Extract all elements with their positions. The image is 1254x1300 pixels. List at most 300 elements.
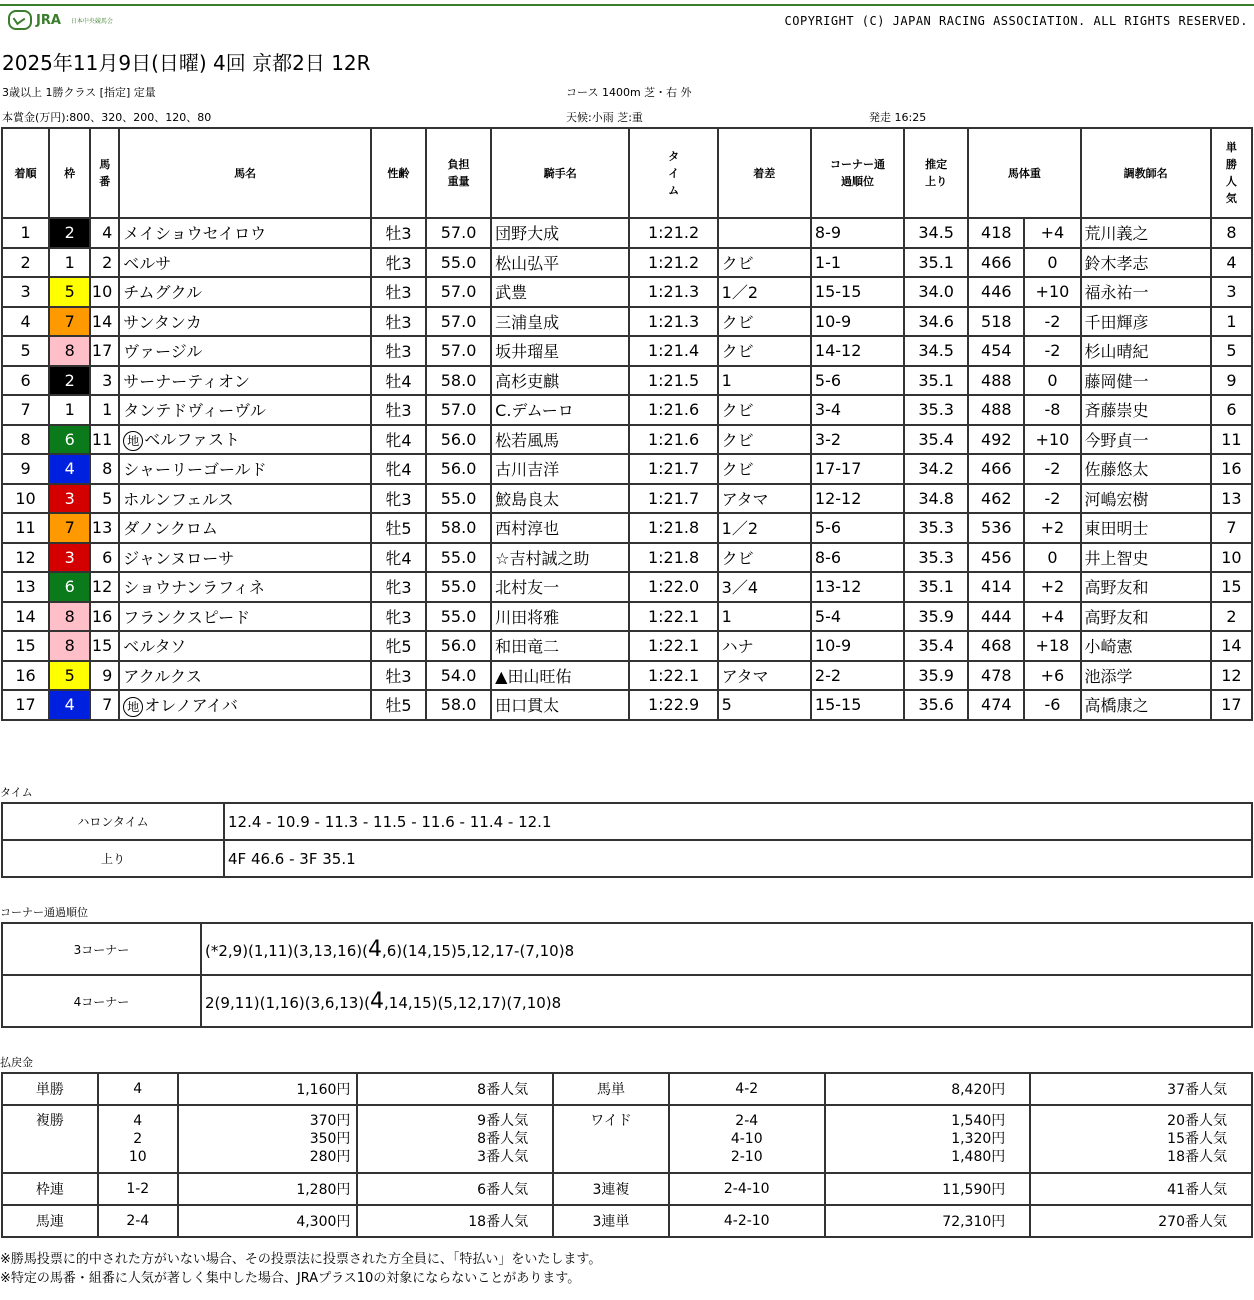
jockey-name[interactable]: 鮫島良太 bbox=[491, 484, 629, 514]
jockey-name[interactable]: 古川吉洋 bbox=[491, 454, 629, 484]
col-header-jockey[interactable]: 騎手名 bbox=[491, 128, 629, 218]
trainer-name[interactable]: 河嶋宏樹 bbox=[1081, 484, 1211, 514]
body-weight: 536 bbox=[968, 513, 1024, 543]
finish-position: 12 bbox=[2, 543, 49, 573]
horse-number: 4 bbox=[90, 218, 119, 248]
horse-number: 8 bbox=[90, 454, 119, 484]
jockey-name[interactable]: 田口貫太 bbox=[491, 690, 629, 720]
trainer-name[interactable]: 斉藤崇史 bbox=[1081, 395, 1211, 425]
jockey-name[interactable]: 川田将雅 bbox=[491, 602, 629, 632]
corner-positions: 3-4 bbox=[811, 395, 904, 425]
last-3f: 35.4 bbox=[904, 631, 968, 661]
carried-weight: 58.0 bbox=[426, 366, 491, 396]
sex-age: 牡3 bbox=[371, 395, 426, 425]
last-3f: 35.3 bbox=[904, 513, 968, 543]
horse-name[interactable]: サンタンカ bbox=[119, 307, 371, 337]
margin: クビ bbox=[718, 248, 811, 278]
race-time: 1:21.8 bbox=[629, 543, 717, 573]
table-row bbox=[2, 661, 1252, 691]
col-header-trainer[interactable]: 調教師名 bbox=[1081, 128, 1211, 218]
body-weight: 488 bbox=[968, 366, 1024, 396]
sex-age: 牝5 bbox=[371, 631, 426, 661]
time-section-label: タイム bbox=[0, 786, 33, 799]
horse-name[interactable]: サーナーティオン bbox=[119, 366, 371, 396]
trainer-name[interactable]: 小崎憲 bbox=[1081, 631, 1211, 661]
finish-position: 11 bbox=[2, 513, 49, 543]
popularity: 1 bbox=[1211, 307, 1252, 337]
body-weight: 468 bbox=[968, 631, 1024, 661]
last-3f: 34.5 bbox=[904, 218, 968, 248]
sex-age: 牝3 bbox=[371, 484, 426, 514]
table-row bbox=[2, 395, 1252, 425]
trainer-name[interactable]: 福永祐一 bbox=[1081, 277, 1211, 307]
popularity: 5 bbox=[1211, 336, 1252, 366]
table-row bbox=[2, 602, 1252, 632]
waku-number: 8 bbox=[49, 631, 90, 661]
corner-positions: 1-1 bbox=[811, 248, 904, 278]
popularity: 9 bbox=[1211, 366, 1252, 396]
horse-number: 7 bbox=[90, 690, 119, 720]
sex-age: 牝3 bbox=[371, 602, 426, 632]
body-weight-diff: -8 bbox=[1024, 395, 1080, 425]
corner3-row bbox=[2, 923, 1252, 975]
corner4-order: 2(9,11)(1,16)(3,6,13)(4,14,15)(5,12,17)(7,10)8 bbox=[201, 975, 1252, 1027]
corner-positions: 10-9 bbox=[811, 631, 904, 661]
last-3f: 34.0 bbox=[904, 277, 968, 307]
corner-positions: 5-6 bbox=[811, 513, 904, 543]
race-time: 1:22.0 bbox=[629, 572, 717, 602]
col-header-bodyweight[interactable]: 馬体重 bbox=[968, 128, 1080, 218]
race-prize: 本賞金(万円):800、320、200、120、80 bbox=[2, 111, 212, 124]
trainer-name[interactable]: 高野友和 bbox=[1081, 602, 1211, 632]
sex-age: 牝3 bbox=[371, 248, 426, 278]
body-weight: 466 bbox=[968, 248, 1024, 278]
horse-number: 3 bbox=[90, 366, 119, 396]
table-row bbox=[2, 513, 1252, 543]
waku-number: 6 bbox=[49, 572, 90, 602]
margin: アタマ bbox=[718, 484, 811, 514]
carried-weight: 54.0 bbox=[426, 661, 491, 691]
sex-age: 牝4 bbox=[371, 454, 426, 484]
race-start: 発走 16:25 bbox=[869, 111, 927, 124]
waku-number: 4 bbox=[49, 690, 90, 720]
margin: ハナ bbox=[718, 631, 811, 661]
table-row bbox=[2, 277, 1252, 307]
horse-name[interactable]: フランクスピード bbox=[119, 602, 371, 632]
margin: クビ bbox=[718, 454, 811, 484]
body-weight-diff: +18 bbox=[1024, 631, 1080, 661]
payout-label: 単勝 bbox=[2, 1073, 98, 1105]
col-header-popularity[interactable]: 単 勝 人 気 bbox=[1211, 128, 1252, 218]
trainer-name[interactable]: 東田明士 bbox=[1081, 513, 1211, 543]
waku-number: 3 bbox=[49, 543, 90, 573]
popularity: 17 bbox=[1211, 690, 1252, 720]
jockey-name[interactable]: 高杉吏麒 bbox=[491, 366, 629, 396]
jockey-name[interactable]: ▲田山旺佑 bbox=[491, 661, 629, 691]
popularity: 8 bbox=[1211, 218, 1252, 248]
corner-positions: 8-9 bbox=[811, 218, 904, 248]
finish-position: 13 bbox=[2, 572, 49, 602]
race-time: 1:22.1 bbox=[629, 661, 717, 691]
popularity: 15 bbox=[1211, 572, 1252, 602]
chiho-mark-icon: 地 bbox=[123, 431, 143, 451]
table-row bbox=[2, 572, 1252, 602]
sex-age: 牡4 bbox=[371, 366, 426, 396]
horse-name-text[interactable]: ベルファスト bbox=[144, 430, 240, 450]
payout-label: 3連単 bbox=[553, 1205, 669, 1237]
copyright: COPYRIGHT (C) JAPAN RACING ASSOCIATION. ALL RIGHTS RESERVED. bbox=[784, 14, 1248, 28]
finish-position: 9 bbox=[2, 454, 49, 484]
corner-positions: 17-17 bbox=[811, 454, 904, 484]
payout-yen: 8,420円 bbox=[825, 1073, 1031, 1105]
finish-position: 1 bbox=[2, 218, 49, 248]
finish-position: 4 bbox=[2, 307, 49, 337]
payout-row-fukusho bbox=[2, 1105, 1252, 1173]
race-course: コース 1400m 芝・右 外 bbox=[566, 86, 692, 99]
waku-number: 7 bbox=[49, 513, 90, 543]
body-weight: 454 bbox=[968, 336, 1024, 366]
trainer-name[interactable]: 高野友和 bbox=[1081, 572, 1211, 602]
last-3f: 34.6 bbox=[904, 307, 968, 337]
waku-number: 2 bbox=[49, 366, 90, 396]
body-weight-diff: +4 bbox=[1024, 602, 1080, 632]
jockey-name[interactable]: 西村淳也 bbox=[491, 513, 629, 543]
horse-number: 9 bbox=[90, 661, 119, 691]
payout-yen: 1,160円 bbox=[178, 1073, 358, 1105]
popularity: 7 bbox=[1211, 513, 1252, 543]
finish-position: 2 bbox=[2, 248, 49, 278]
trainer-name[interactable]: 高橋康之 bbox=[1081, 690, 1211, 720]
horse-name[interactable]: ホルンフェルス bbox=[119, 484, 371, 514]
time-table bbox=[1, 802, 1253, 878]
body-weight: 418 bbox=[968, 218, 1024, 248]
col-header-num[interactable]: 馬 番 bbox=[90, 128, 119, 218]
furlong-row bbox=[2, 803, 1252, 840]
trainer-name[interactable]: 杉山晴紀 bbox=[1081, 336, 1211, 366]
trainer-name[interactable]: 鈴木孝志 bbox=[1081, 248, 1211, 278]
margin: 5 bbox=[718, 690, 811, 720]
body-weight-diff: +6 bbox=[1024, 661, 1080, 691]
jockey-name[interactable]: 和田竜二 bbox=[491, 631, 629, 661]
trainer-name[interactable]: 藤岡健一 bbox=[1081, 366, 1211, 396]
race-time: 1:21.8 bbox=[629, 513, 717, 543]
margin: 1 bbox=[718, 366, 811, 396]
payout-yen: 370円 350円 280円 bbox=[178, 1105, 358, 1173]
table-row bbox=[2, 631, 1252, 661]
results-table bbox=[1, 127, 1253, 721]
horse-name[interactable]: アクルクス bbox=[119, 661, 371, 691]
race-time: 1:21.6 bbox=[629, 395, 717, 425]
corner-positions: 12-12 bbox=[811, 484, 904, 514]
furlong-label: ハロンタイム bbox=[2, 803, 224, 840]
jockey-name[interactable]: 団野大成 bbox=[491, 218, 629, 248]
table-row bbox=[2, 248, 1252, 278]
results-header-row bbox=[2, 128, 1252, 218]
last-3f: 35.3 bbox=[904, 395, 968, 425]
race-time: 1:22.1 bbox=[629, 631, 717, 661]
body-weight-diff: -6 bbox=[1024, 690, 1080, 720]
horse-name[interactable]: チムグクル bbox=[119, 277, 371, 307]
table-row bbox=[2, 218, 1252, 248]
corner-positions: 5-4 bbox=[811, 602, 904, 632]
popularity: 10 bbox=[1211, 543, 1252, 573]
payout-table bbox=[1, 1072, 1253, 1238]
finish-position: 15 bbox=[2, 631, 49, 661]
payout-section-label: 払戻金 bbox=[0, 1056, 33, 1069]
last-3f: 34.2 bbox=[904, 454, 968, 484]
table-row bbox=[2, 690, 1252, 720]
jockey-name[interactable]: 坂井瑠星 bbox=[491, 336, 629, 366]
horse-name[interactable]: ベルサ bbox=[119, 248, 371, 278]
horse-number: 1 bbox=[90, 395, 119, 425]
corner4-label: 4コーナー bbox=[2, 975, 201, 1027]
payout-pop: 18番人気 bbox=[357, 1205, 553, 1237]
sex-age: 牝4 bbox=[371, 425, 426, 455]
horse-number: 5 bbox=[90, 484, 119, 514]
finish-position: 10 bbox=[2, 484, 49, 514]
payout-num: 4 bbox=[98, 1073, 178, 1105]
corner-positions: 3-2 bbox=[811, 425, 904, 455]
corner-positions: 2-2 bbox=[811, 661, 904, 691]
horse-number: 17 bbox=[90, 336, 119, 366]
table-row bbox=[2, 307, 1252, 337]
payout-pop: 37番人気 bbox=[1030, 1073, 1252, 1105]
popularity: 4 bbox=[1211, 248, 1252, 278]
sex-age: 牡5 bbox=[371, 690, 426, 720]
payout-pop: 20番人気 15番人気 18番人気 bbox=[1030, 1105, 1252, 1173]
payout-num: 4 2 10 bbox=[98, 1105, 178, 1173]
margin: クビ bbox=[718, 543, 811, 573]
waku-number: 1 bbox=[49, 248, 90, 278]
sex-age: 牡5 bbox=[371, 513, 426, 543]
horse-name[interactable]: ダノンクロム bbox=[119, 513, 371, 543]
jockey-name[interactable]: 松若風馬 bbox=[491, 425, 629, 455]
horse-name[interactable] bbox=[119, 425, 371, 455]
horse-number: 10 bbox=[90, 277, 119, 307]
margin: 1 bbox=[718, 602, 811, 632]
corner-positions: 15-15 bbox=[811, 277, 904, 307]
sex-age: 牝3 bbox=[371, 572, 426, 602]
col-header-corner[interactable]: コーナー通 過順位 bbox=[811, 128, 904, 218]
payout-pop: 8番人気 bbox=[357, 1073, 553, 1105]
note-2: ※特定の馬番・組番に人気が著しく集中した場合、JRAプラス10の対象にならないことがあります。 bbox=[0, 1271, 581, 1286]
margin: アタマ bbox=[718, 661, 811, 691]
note-1: ※勝馬投票に的中された方がいない場合、その投票法に投票された方全員に、「特払い」をいたします。 bbox=[0, 1252, 602, 1267]
waku-number: 8 bbox=[49, 336, 90, 366]
col-header-last[interactable]: 推定 上り bbox=[904, 128, 968, 218]
race-time: 1:21.3 bbox=[629, 307, 717, 337]
logo-subtext: 日本中央競馬会 bbox=[70, 17, 113, 25]
jockey-name[interactable]: 三浦皇成 bbox=[491, 307, 629, 337]
finish-position: 7 bbox=[2, 395, 49, 425]
horse-name[interactable]: ショウナンラフィネ bbox=[119, 572, 371, 602]
race-time: 1:21.5 bbox=[629, 366, 717, 396]
carried-weight: 57.0 bbox=[426, 307, 491, 337]
payout-label: 複勝 bbox=[2, 1105, 98, 1173]
carried-weight: 57.0 bbox=[426, 277, 491, 307]
trainer-name[interactable]: 今野貞一 bbox=[1081, 425, 1211, 455]
race-time: 1:21.3 bbox=[629, 277, 717, 307]
body-weight-diff: -2 bbox=[1024, 454, 1080, 484]
carried-weight: 55.0 bbox=[426, 248, 491, 278]
body-weight: 414 bbox=[968, 572, 1024, 602]
payout-num: 1-2 bbox=[98, 1173, 178, 1205]
margin: クビ bbox=[718, 425, 811, 455]
horse-number: 12 bbox=[90, 572, 119, 602]
payout-pop: 9番人気 8番人気 3番人気 bbox=[357, 1105, 553, 1173]
carried-weight: 55.0 bbox=[426, 484, 491, 514]
payout-label: 3連複 bbox=[553, 1173, 669, 1205]
waku-number: 8 bbox=[49, 602, 90, 632]
payout-pop: 270番人気 bbox=[1030, 1205, 1252, 1237]
trainer-name[interactable]: 佐藤悠太 bbox=[1081, 454, 1211, 484]
popularity: 14 bbox=[1211, 631, 1252, 661]
race-time: 1:21.4 bbox=[629, 336, 717, 366]
horse-number: 6 bbox=[90, 543, 119, 573]
finish-position: 5 bbox=[2, 336, 49, 366]
body-weight: 466 bbox=[968, 454, 1024, 484]
carried-weight: 56.0 bbox=[426, 454, 491, 484]
race-time: 1:21.2 bbox=[629, 218, 717, 248]
table-row bbox=[2, 484, 1252, 514]
jockey-name[interactable]: ☆吉村誠之助 bbox=[491, 543, 629, 573]
payout-num: 2-4 4-10 2-10 bbox=[669, 1105, 825, 1173]
popularity: 2 bbox=[1211, 602, 1252, 632]
corner-positions: 8-6 bbox=[811, 543, 904, 573]
payout-row-tansho bbox=[2, 1073, 1252, 1105]
last-3f: 35.9 bbox=[904, 602, 968, 632]
body-weight: 478 bbox=[968, 661, 1024, 691]
payout-label: 馬連 bbox=[2, 1205, 98, 1237]
finish-position: 6 bbox=[2, 366, 49, 396]
col-header-name[interactable]: 馬名 bbox=[119, 128, 371, 218]
payout-num: 4-2-10 bbox=[669, 1205, 825, 1237]
trainer-name[interactable]: 千田輝彦 bbox=[1081, 307, 1211, 337]
body-weight: 444 bbox=[968, 602, 1024, 632]
waku-number: 5 bbox=[49, 661, 90, 691]
payout-yen: 4,300円 bbox=[178, 1205, 358, 1237]
waku-number: 5 bbox=[49, 277, 90, 307]
sex-age: 牡3 bbox=[371, 307, 426, 337]
corner4-row bbox=[2, 975, 1252, 1027]
col-header-time[interactable]: タ イ ム bbox=[629, 128, 717, 218]
carried-weight: 57.0 bbox=[426, 336, 491, 366]
jockey-name[interactable]: C.デムーロ bbox=[491, 395, 629, 425]
margin: 3／4 bbox=[718, 572, 811, 602]
horse-name[interactable]: ジャンヌローサ bbox=[119, 543, 371, 573]
payout-pop: 6番人気 bbox=[357, 1173, 553, 1205]
payout-label: 馬単 bbox=[553, 1073, 669, 1105]
margin: 1／2 bbox=[718, 513, 811, 543]
payout-yen: 1,280円 bbox=[178, 1173, 358, 1205]
jockey-name[interactable]: 武豊 bbox=[491, 277, 629, 307]
table-row bbox=[2, 366, 1252, 396]
horse-name[interactable]: メイショウセイロウ bbox=[119, 218, 371, 248]
body-weight: 488 bbox=[968, 395, 1024, 425]
trainer-name[interactable]: 荒川義之 bbox=[1081, 218, 1211, 248]
jra-logo[interactable] bbox=[8, 10, 113, 30]
agari-row bbox=[2, 840, 1252, 877]
carried-weight: 57.0 bbox=[426, 395, 491, 425]
horse-name[interactable]: ベルタソ bbox=[119, 631, 371, 661]
horse-name[interactable]: タンテドヴィーヴル bbox=[119, 395, 371, 425]
popularity: 13 bbox=[1211, 484, 1252, 514]
payout-num: 4-2 bbox=[669, 1073, 825, 1105]
col-header-weight[interactable]: 負担 重量 bbox=[426, 128, 491, 218]
horse-name-text[interactable]: オレノアイバ bbox=[144, 695, 238, 715]
finish-position: 16 bbox=[2, 661, 49, 691]
trainer-name[interactable]: 井上智史 bbox=[1081, 543, 1211, 573]
notes bbox=[0, 1250, 601, 1288]
last-3f: 35.9 bbox=[904, 661, 968, 691]
trainer-name[interactable]: 池添学 bbox=[1081, 661, 1211, 691]
corner3-label: 3コーナー bbox=[2, 923, 201, 975]
horse-name[interactable]: シャーリーゴールド bbox=[119, 454, 371, 484]
results-body bbox=[2, 218, 1252, 720]
race-time: 1:21.2 bbox=[629, 248, 717, 278]
waku-number: 7 bbox=[49, 307, 90, 337]
col-header-sex[interactable]: 性齢 bbox=[371, 128, 426, 218]
margin: 1／2 bbox=[718, 277, 811, 307]
jockey-name[interactable]: 松山弘平 bbox=[491, 248, 629, 278]
race-time: 1:21.6 bbox=[629, 425, 717, 455]
body-weight: 492 bbox=[968, 425, 1024, 455]
horse-name[interactable]: ヴァージル bbox=[119, 336, 371, 366]
col-header-margin[interactable]: 着差 bbox=[718, 128, 811, 218]
corner-positions: 15-15 bbox=[811, 690, 904, 720]
horse-number: 16 bbox=[90, 602, 119, 632]
race-class: 3歳以上 1勝クラス [指定] 定量 bbox=[2, 86, 156, 99]
chiho-mark-icon: 地 bbox=[123, 697, 143, 717]
logo-text: JRA bbox=[36, 12, 61, 28]
carried-weight: 55.0 bbox=[426, 602, 491, 632]
top-rule bbox=[0, 4, 1254, 6]
body-weight-diff: +4 bbox=[1024, 218, 1080, 248]
jockey-name[interactable]: 北村友一 bbox=[491, 572, 629, 602]
last-3f: 35.3 bbox=[904, 543, 968, 573]
sex-age: 牝4 bbox=[371, 543, 426, 573]
payout-row-umaren bbox=[2, 1205, 1252, 1237]
horse-number: 15 bbox=[90, 631, 119, 661]
body-weight-diff: -2 bbox=[1024, 307, 1080, 337]
body-weight-diff: +10 bbox=[1024, 277, 1080, 307]
body-weight: 462 bbox=[968, 484, 1024, 514]
race-time: 1:21.7 bbox=[629, 484, 717, 514]
horse-number: 14 bbox=[90, 307, 119, 337]
body-weight-diff: 0 bbox=[1024, 248, 1080, 278]
col-header-pos[interactable]: 着順 bbox=[2, 128, 49, 218]
popularity: 16 bbox=[1211, 454, 1252, 484]
body-weight-diff: +2 bbox=[1024, 572, 1080, 602]
table-row bbox=[2, 454, 1252, 484]
race-title: 2025年11月9日(日曜) 4回 京都2日 12R bbox=[2, 51, 371, 75]
body-weight: 474 bbox=[968, 690, 1024, 720]
col-header-waku[interactable]: 枠 bbox=[49, 128, 90, 218]
waku-number: 2 bbox=[49, 218, 90, 248]
popularity: 3 bbox=[1211, 277, 1252, 307]
finish-position: 8 bbox=[2, 425, 49, 455]
sex-age: 牡3 bbox=[371, 277, 426, 307]
carried-weight: 57.0 bbox=[426, 218, 491, 248]
race-weather: 天候:小雨 芝:重 bbox=[566, 111, 643, 124]
last-3f: 34.8 bbox=[904, 484, 968, 514]
horse-name[interactable] bbox=[119, 690, 371, 720]
sex-age: 牡3 bbox=[371, 661, 426, 691]
agari-values: 4F 46.6 - 3F 35.1 bbox=[224, 840, 1252, 877]
body-weight: 518 bbox=[968, 307, 1024, 337]
carried-weight: 55.0 bbox=[426, 572, 491, 602]
corner-positions: 5-6 bbox=[811, 366, 904, 396]
